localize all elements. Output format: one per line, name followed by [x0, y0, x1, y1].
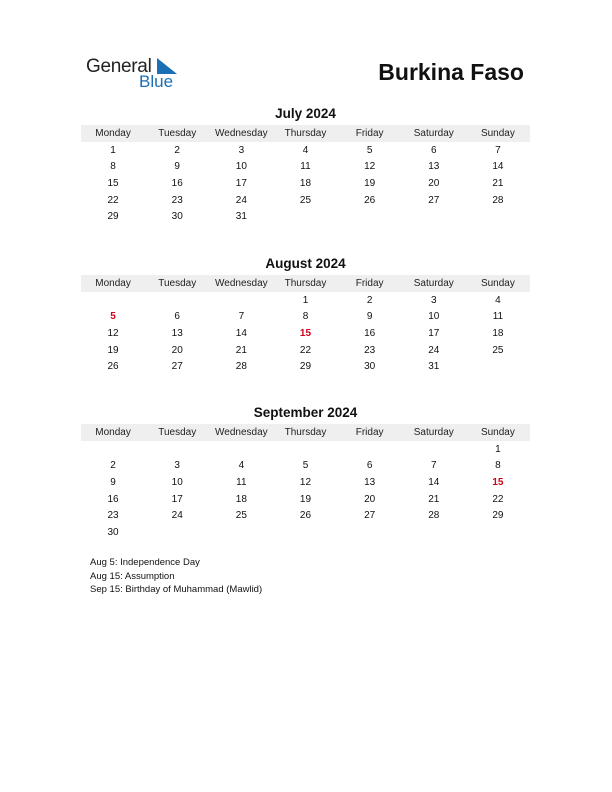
day-cell: 29 — [107, 211, 119, 223]
month-block-july — [81, 106, 530, 225]
weekday-label: Friday — [355, 128, 384, 139]
weekday-label: Monday — [95, 427, 131, 438]
day-cell: 24 — [235, 194, 247, 206]
week-row — [81, 524, 530, 541]
week-row — [81, 458, 530, 475]
day-cell: 8 — [110, 161, 116, 173]
weekday-label: Saturday — [413, 128, 454, 139]
day-cell: 11 — [236, 476, 247, 488]
day-cell: 5 — [366, 144, 373, 156]
day-cell: 11 — [300, 161, 311, 173]
day-cell: 16 — [364, 327, 376, 339]
holiday-item: Aug 15: Assumption — [90, 570, 175, 582]
weekday-label: Thursday — [284, 128, 327, 139]
day-cell: 10 — [428, 311, 440, 323]
day-cell: 11 — [492, 311, 504, 323]
weekday-label: Friday — [355, 278, 384, 289]
day-cell: 28 — [492, 194, 504, 206]
week-row — [81, 342, 530, 359]
day-cell: 3 — [430, 294, 437, 306]
month-block-september — [81, 405, 530, 541]
day-cell: 12 — [107, 327, 119, 339]
logo-text-general: General — [86, 56, 152, 77]
day-cell: 16 — [171, 177, 183, 189]
day-cell: 7 — [238, 311, 245, 323]
week-row — [81, 474, 530, 491]
day-cell: 27 — [428, 194, 440, 206]
day-cell: 14 — [428, 476, 440, 488]
day-cell: 14 — [235, 327, 247, 339]
day-cell: 10 — [171, 476, 183, 488]
week-row — [81, 159, 530, 176]
day-cell: 6 — [366, 460, 373, 472]
day-cell: 13 — [428, 161, 440, 173]
day-cell: 28 — [428, 510, 440, 522]
month-grid — [81, 292, 530, 375]
day-cell: 21 — [492, 177, 504, 189]
day-cell: 20 — [364, 493, 376, 505]
day-cell: 23 — [171, 194, 183, 206]
month-grid — [81, 441, 530, 541]
day-cell: 20 — [428, 177, 440, 189]
day-cell: 7 — [495, 144, 501, 156]
day-cell: 13 — [364, 476, 376, 488]
day-cell: 1 — [110, 144, 116, 156]
day-cell: 30 — [171, 211, 183, 223]
country-title: Burkina Faso — [378, 59, 524, 85]
day-cell: 29 — [492, 510, 504, 522]
day-cell: 28 — [235, 361, 247, 373]
day-cell: 1 — [495, 443, 501, 455]
day-cell: 9 — [366, 311, 373, 323]
day-cell: 21 — [428, 493, 440, 505]
holiday-day-cell: 15 — [299, 327, 312, 339]
day-cell: 3 — [238, 144, 245, 156]
day-cell: 18 — [235, 493, 247, 505]
holiday-list — [90, 556, 262, 597]
day-cell: 13 — [171, 327, 183, 339]
week-row — [81, 175, 530, 192]
weekday-label: Thursday — [284, 278, 327, 289]
weekday-label: Wednesday — [215, 128, 268, 139]
day-cell: 2 — [110, 460, 116, 472]
day-cell: 12 — [299, 476, 312, 488]
day-cell: 3 — [174, 460, 180, 472]
day-cell: 23 — [107, 510, 119, 522]
day-cell: 24 — [428, 344, 440, 356]
day-cell: 19 — [364, 177, 376, 189]
weekday-label: Tuesday — [158, 427, 197, 438]
day-cell: 7 — [430, 460, 437, 472]
day-cell: 8 — [302, 311, 309, 323]
week-row — [81, 507, 530, 524]
weekday-label: Friday — [355, 427, 384, 438]
day-cell: 14 — [492, 161, 504, 173]
weekday-label: Sunday — [480, 427, 515, 438]
day-cell: 5 — [302, 460, 309, 472]
day-cell: 30 — [364, 361, 376, 373]
day-cell: 9 — [174, 161, 180, 173]
day-cell: 4 — [495, 294, 501, 306]
day-cell: 18 — [299, 177, 312, 189]
day-cell: 26 — [107, 361, 119, 373]
day-cell: 30 — [107, 526, 119, 538]
day-cell: 31 — [428, 361, 440, 373]
day-cell: 2 — [366, 294, 373, 306]
holiday-item: Sep 15: Birthday of Muhammad (Mawlid) — [90, 584, 263, 596]
day-cell: 6 — [430, 144, 437, 156]
weekday-label: Sunday — [480, 128, 515, 139]
weekday-label: Monday — [95, 128, 131, 139]
day-cell: 10 — [235, 161, 247, 173]
week-row — [81, 491, 530, 508]
month-title: July 2024 — [275, 106, 336, 121]
day-cell: 17 — [235, 177, 247, 189]
week-row — [81, 192, 530, 209]
week-row — [81, 208, 530, 225]
day-cell: 23 — [364, 344, 376, 356]
day-cell: 8 — [495, 460, 501, 472]
weekday-label: Wednesday — [215, 278, 268, 289]
generalblue-logo — [86, 56, 186, 92]
month-block-august — [81, 256, 530, 375]
weekday-label: Wednesday — [215, 427, 268, 438]
day-cell: 4 — [238, 460, 245, 472]
day-cell: 29 — [299, 361, 312, 373]
day-cell: 16 — [107, 493, 119, 505]
week-row — [81, 325, 530, 342]
weekday-label: Sunday — [480, 278, 515, 289]
day-cell: 6 — [174, 311, 180, 323]
day-cell: 1 — [302, 294, 309, 306]
holiday-day-cell: 5 — [110, 311, 116, 323]
holiday-day-cell: 15 — [492, 476, 504, 488]
day-cell: 27 — [364, 510, 376, 522]
day-cell: 22 — [107, 194, 119, 206]
day-cell: 20 — [171, 344, 183, 356]
day-cell: 21 — [235, 344, 247, 356]
week-row — [81, 358, 530, 375]
day-cell: 26 — [364, 194, 376, 206]
day-cell: 22 — [492, 493, 504, 505]
logo-text-blue: Blue — [139, 72, 174, 91]
weekday-label: Tuesday — [158, 278, 197, 289]
day-cell: 25 — [299, 194, 312, 206]
weekday-label: Tuesday — [158, 128, 197, 139]
week-row — [81, 142, 530, 159]
day-cell: 19 — [299, 493, 312, 505]
week-row — [81, 441, 530, 458]
weekday-header — [81, 424, 530, 441]
day-cell: 25 — [492, 344, 504, 356]
month-title: August 2024 — [265, 256, 346, 271]
weekday-label: Thursday — [284, 427, 327, 438]
weekday-label: Monday — [95, 278, 131, 289]
day-cell: 31 — [235, 211, 247, 223]
weekday-label: Saturday — [413, 427, 454, 438]
day-cell: 15 — [107, 177, 119, 189]
day-cell: 24 — [171, 510, 183, 522]
day-cell: 2 — [174, 144, 180, 156]
day-cell: 17 — [171, 493, 183, 505]
holiday-item: Aug 5: Independence Day — [90, 557, 200, 568]
day-cell: 19 — [107, 344, 119, 356]
week-row — [81, 309, 530, 326]
day-cell: 26 — [299, 510, 312, 522]
month-title: September 2024 — [253, 405, 358, 420]
day-cell: 18 — [492, 327, 504, 339]
day-cell: 17 — [428, 327, 440, 339]
weekday-header — [81, 125, 530, 142]
day-cell: 27 — [171, 361, 183, 373]
day-cell: 25 — [235, 510, 247, 522]
day-cell: 9 — [110, 476, 116, 488]
day-cell: 12 — [364, 161, 376, 173]
week-row — [81, 292, 530, 309]
day-cell: 22 — [299, 344, 312, 356]
day-cell: 4 — [302, 144, 309, 156]
month-grid — [81, 142, 530, 225]
weekday-label: Saturday — [413, 278, 454, 289]
weekday-header — [81, 275, 530, 292]
